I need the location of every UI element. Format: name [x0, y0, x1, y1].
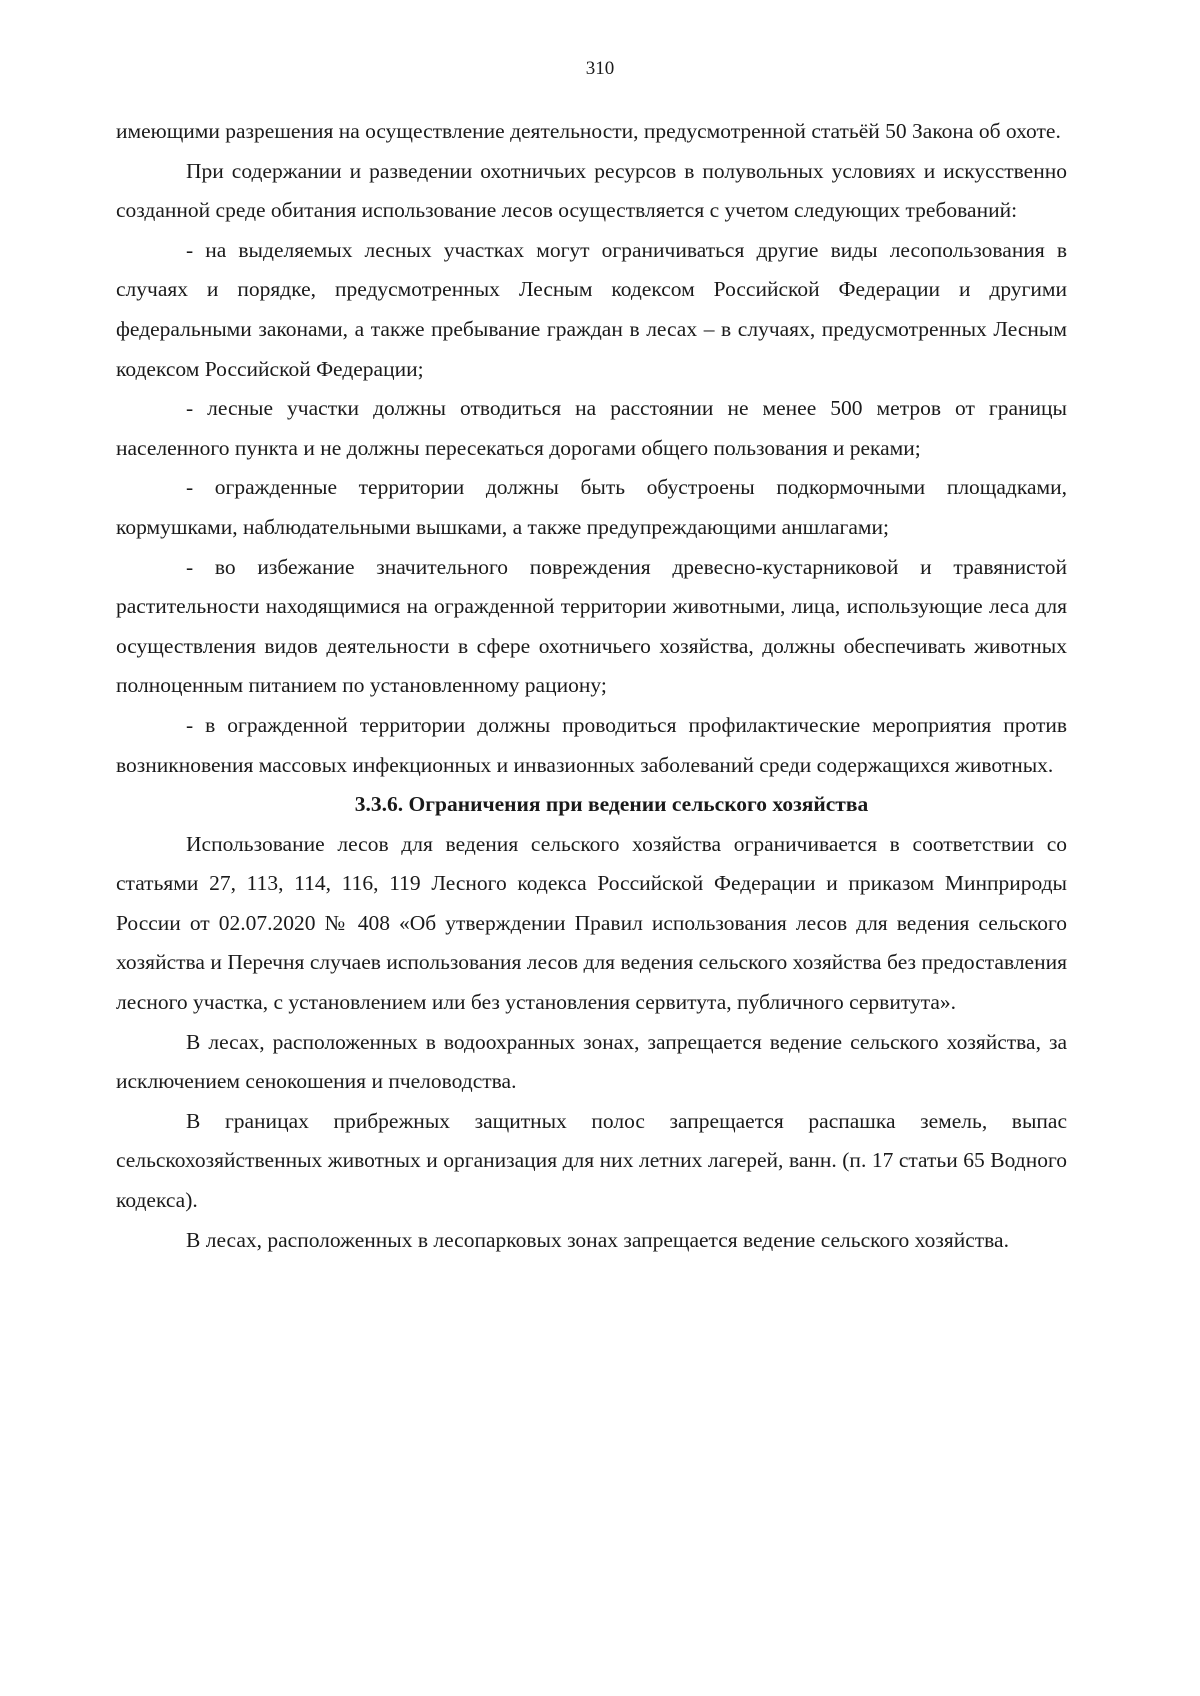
- section-heading: 3.3.6. Ограничения при ведении сельского хозяйства: [354, 792, 869, 817]
- list-item-requirement: - в огражденной территории должны проводиться профилактические мероприятия против возникновения массовых инфекционных и инвазионных заболеваний среди содержащихся животных.: [116, 712, 1067, 777]
- list-item-requirement: - на выделяемых лесных участках могут ограничиваться другие виды лесопользования в случаях и порядке, предусмотренных Лесным кодексом Российской Федерации и другими федеральными законами, а также пребывание граждан в лесах – в случаях, предусмотренных Лесным кодексом Российской Федерации;: [116, 237, 1067, 381]
- paragraph-continuation: имеющими разрешения на осуществление деятельности, предусмотренной статьёй 50 Закона об охоте.: [116, 119, 1061, 143]
- page-number: 310: [585, 58, 615, 79]
- list-item-requirement: - во избежание значительного повреждения древесно-кустарниковой и травянистой растительности находящимися на огражденной территории животными, лица, использующие леса для осуществления видов деятельности в сфере охотничьего хозяйства, должны обеспечивать животных полноценным питанием по установленному рациону;: [116, 554, 1067, 698]
- paragraph: Использование лесов для ведения сельского хозяйства ограничивается в соответствии со статьями 27, 113, 114, 116, 119 Лесного кодекса Российской Федерации и приказом Минприроды России от 02.07.2020 № 408 «Об утверждении Правил использования лесов для ведения сельского хозяйства и Перечня случаев использования лесов для ведения сельского хозяйства без предоставления лесного участка, с установлением или без установления сервитута, публичного сервитута».: [116, 831, 1067, 1015]
- paragraph: В границах прибрежных защитных полос запрещается распашка земель, выпас сельскохозяйственных животных и организация для них летних лагерей, ванн. (п. 17 статьи 65 Водного кодекса).: [116, 1108, 1067, 1213]
- list-item-requirement: - огражденные территории должны быть обустроены подкормочными площадками, кормушками, наблюдательными вышками, а также предупреждающими аншлагами;: [116, 475, 1067, 539]
- paragraph: В лесах, расположенных в лесопарковых зонах запрещается ведение сельского хозяйства.: [186, 1227, 1009, 1252]
- paragraph-requirements-intro: При содержании и разведении охотничьих ресурсов в полувольных условиях и искусственно созданной среде обитания использование лесов осуществляется с учетом следующих требований:: [116, 158, 1067, 223]
- paragraph: В лесах, расположенных в водоохранных зонах, запрещается ведение сельского хозяйства, за исключением сенокошения и пчеловодства.: [116, 1029, 1067, 1094]
- list-item-requirement: - лесные участки должны отводиться на расстоянии не менее 500 метров от границы населенного пункта и не должны пересекаться дорогами общего пользования и реками;: [116, 396, 1067, 460]
- document-body: [116, 112, 1067, 1260]
